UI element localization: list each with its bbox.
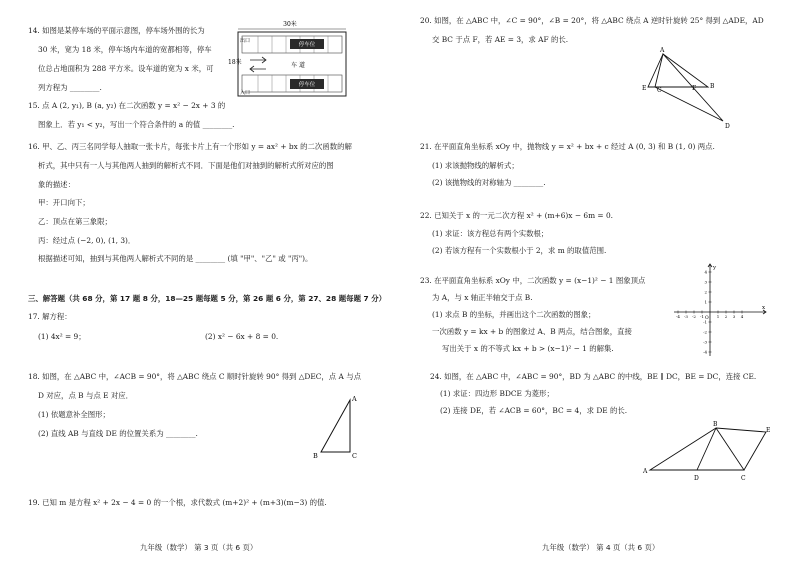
q16-line-1: 16. 甲、乙、丙三名同学每人抽取一张卡片，每张卡片上有一个形如 y = ax² + bx 的二次函数的解: [28, 142, 352, 151]
fig24-label-a: A: [643, 468, 648, 475]
q14-line-3: 位总占地面积为 288 平方米。设车道的宽为 x 米，可: [38, 64, 214, 73]
fig23-xtick-neg4: -4: [676, 314, 680, 319]
fig23-xtick-3: 3: [732, 314, 736, 319]
rhombus-figure-24: [640, 420, 772, 486]
q20-line-2: 交 BC 于点 F，若 AE = 3，求 AF 的长.: [432, 35, 569, 44]
q24-line-1: 24. 如图，在 △ABC 中，∠ABC = 90°，BD 为 △ABC 的中线，BE ∥ DC，BE = DC，连接 CE.: [430, 372, 757, 381]
q21-line-2: (1) 求该抛物线的解析式；: [432, 161, 519, 170]
q23-line-5: 写出关于 x 的不等式 kx + b > (x−1)² − 1 的解集.: [442, 344, 614, 353]
fig14-lane-label: 车 道: [291, 62, 305, 69]
fig23-xtick-neg2: -2: [692, 314, 696, 319]
fig20-label-b: B: [710, 83, 715, 90]
q15-line-2: 图象上．若 y₁ < y₂，写出一个符合条件的 a 的值 ________.: [38, 120, 235, 129]
fig20-label-a: A: [660, 47, 665, 54]
q23-line-3: (1) 求点 B 的坐标，并画出这个二次函数的图象；: [432, 310, 596, 319]
q16-line-7: 根据描述可知，抽到与其他两人解析式不同的是 ________ (填 "甲"、"乙" 或 "丙")。: [38, 254, 313, 263]
fig14-entrance-label: 入口: [240, 90, 251, 96]
fig24-label-c: C: [741, 475, 746, 482]
coordinate-grid-figure-23: [670, 262, 768, 358]
fig23-xtick-1: 1: [716, 314, 720, 319]
fig23-y-axis-label: y: [713, 265, 717, 271]
q24-line-2: (1) 求证：四边形 BDCE 为菱形；: [440, 389, 554, 398]
q18-line-1: 18. 如图，在 △ABC 中，∠ACB = 90°，将 △ABC 绕点 C 顺时针旋转 90° 得到 △DEC，点 A 与点: [28, 372, 361, 381]
fig23-ytick-3: 3: [704, 279, 707, 285]
q14-line-2: 30 米，宽为 18 米，停车场内车道的宽都相等，停车: [38, 45, 212, 54]
fig23-ytick-1: 1: [704, 299, 707, 305]
q18-line-4: (2) 直线 AB 与直线 DE 的位置关系为 ________.: [38, 429, 198, 438]
q22-line-2: (1) 求证：该方程总有两个实数根；: [432, 229, 549, 238]
q23-line-4: 一次函数 y = kx + b 的图象过 A、B 两点，结合图象，直接: [432, 327, 632, 336]
fig23-ytick-2: 2: [704, 289, 707, 295]
fig14-side-width-label: 18米: [228, 59, 242, 66]
fig23-xtick-4: 4: [740, 314, 744, 319]
q14-line-4: 列方程为 ________.: [38, 83, 102, 92]
fig24-label-d: D: [694, 475, 699, 482]
left-page-footer: 九年级（数学） 第 3 页（共 6 页）: [140, 543, 258, 552]
fig14-spot-label-bottom: 停车位: [298, 82, 316, 88]
fig20-label-d: D: [725, 123, 730, 130]
q23-line-1: 23. 在平面直角坐标系 xOy 中，二次函数 y = (x−1)² − 1 图象顶点: [420, 276, 646, 285]
triangle-abc-figure-18: [305, 392, 367, 462]
question-19: 19. 已知 m 是方程 x² + 2x − 4 = 0 的一个根，求代数式 (m+2)² + (m+3)(m−3) 的值.: [28, 498, 327, 507]
section-3-heading: 三、解答题（共 68 分，第 17 题 8 分，18—25 题每题 5 分，第 26 题 6 分，第 27、28 题每题 7 分）: [28, 294, 387, 303]
fig23-ytick-4: 4: [704, 269, 707, 275]
fig23-xtick-2: 2: [724, 314, 728, 319]
q16-line-6: 丙：经过点 (−2, 0), (1, 3)．: [38, 236, 136, 245]
fig24-label-b: B: [713, 421, 718, 428]
fig18-label-c: C: [352, 452, 357, 460]
q24-line-3: (2) 连接 DE，若 ∠ACB = 60°，BC = 4，求 DE 的长.: [440, 406, 628, 415]
fig23-x-axis-label: x: [762, 305, 766, 311]
q22-line-3: (2) 若该方程有一个实数根小于 2，求 m 的取值范围.: [432, 246, 607, 255]
fig23-ytick-neg1: -1: [703, 319, 707, 325]
q16-line-5: 乙：顶点在第三象限；: [38, 217, 112, 226]
q14-line-1: 14. 如图是某停车场的平面示意图，停车场外围的长为: [28, 26, 205, 35]
q21-line-1: 21. 在平面直角坐标系 xOy 中，抛物线 y = x² + bx + c 经过 A (0, 3) 和 B (1, 0) 两点.: [420, 142, 715, 151]
q22-line-1: 22. 已知关于 x 的一元二次方程 x² + (m+6)x − 6m = 0.: [420, 211, 614, 220]
fig14-exit-label: 出口: [240, 38, 251, 44]
q18-line-3: (1) 依题意补全图形；: [38, 410, 110, 419]
fig18-label-a: A: [352, 395, 357, 403]
q21-line-3: (2) 该抛物线的对称轴为 ________.: [432, 178, 546, 187]
q15-line-1: 15. 点 A (2, y₁), B (a, y₂) 在二次函数 y = x² − 2x + 3 的: [28, 101, 226, 110]
fig23-xtick-neg3: -3: [684, 314, 688, 319]
parking-lot-figure: [228, 20, 352, 100]
fig24-label-e: E: [766, 427, 771, 434]
q23-line-2: 为 A，与 x 轴正半轴交于点 B.: [432, 293, 533, 302]
fig23-ytick-neg4: -4: [703, 349, 707, 355]
q18-line-2: D 对应，点 B 与点 E 对应．: [38, 391, 134, 400]
q16-line-3: 象的描述：: [38, 180, 75, 189]
q17-part-1: (1) 4x² = 9；: [38, 332, 86, 341]
q16-line-2: 析式，其中只有一人与其他两人抽到的解析式不同．下面是他们对抽到的解析式所对应的图: [38, 161, 334, 170]
q17-part-2: (2) x² − 6x + 8 = 0.: [205, 332, 279, 341]
triangle-rotation-figure-20: [642, 44, 742, 130]
fig18-label-b: B: [313, 452, 318, 460]
fig23-xtick-neg1: -1: [700, 314, 704, 319]
fig23-ytick-neg2: -2: [703, 329, 707, 335]
q20-line-1: 20. 如图，在 △ABC 中，∠C = 90°，∠B = 20°，将 △ABC 绕点 A 逆时针旋转 25° 得到 △ADE，AD: [420, 16, 764, 25]
q16-line-4: 甲：开口向下；: [38, 198, 90, 207]
q17-title: 17. 解方程：: [28, 312, 72, 321]
fig20-label-c: C: [657, 87, 662, 94]
fig23-origin-label: O: [705, 316, 709, 321]
fig20-label-e: E: [642, 85, 647, 92]
fig14-top-length-label: 30米: [283, 21, 297, 28]
fig20-label-f: F: [692, 85, 697, 92]
fig23-ytick-neg3: -3: [703, 339, 707, 345]
fig14-spot-label-top: 停车位: [298, 42, 316, 48]
right-page-footer: 九年级（数学） 第 4 页（共 6 页）: [542, 543, 660, 552]
